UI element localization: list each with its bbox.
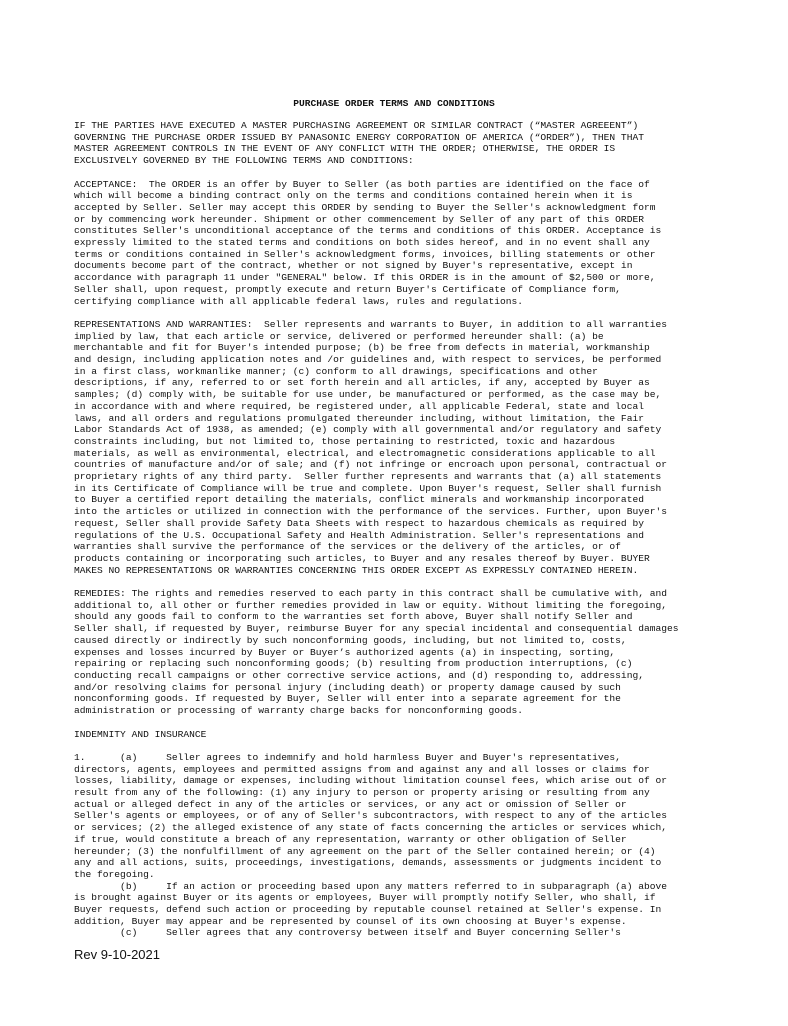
- indemnity-heading: INDEMNITY AND INSURANCE: [74, 728, 207, 740]
- document-title: PURCHASE ORDER TERMS AND CONDITIONS: [293, 98, 495, 109]
- acceptance-paragraph: ACCEPTANCE: The ORDER is an offer by Buyer to Seller (as both parties are identified on the face of which will become a binding contract only on the terms and conditions contained herein when it is accepted by Seller. Seller may accept this ORDER by sending to Buyer the Seller's acknowledgment form or by commencing work hereunder. Shipment or other commencement by Seller of any part of this ORDER constitutes Seller's unconditional acceptance of the terms and conditions of this ORDER. Acceptance is expressly limited to the stated terms and conditions on both sides hereof, and in no event shall any terms or conditions contained in Seller's acknowledgment forms, invoices, billing statements or other documents become part of the contract, whether or not signed by Buyer's representative, except in accordance with paragraph 11 under "GENERAL" below. If this ORDER is in the amount of $2,500 or more, Seller shall, upon request, promptly execute and return Buyer's Certificate of Compliance form, certifying compliance with all applicable federal laws, rules and regulations.: [74, 178, 662, 307]
- intro-paragraph: IF THE PARTIES HAVE EXECUTED A MASTER PURCHASING AGREEMENT OR SIMILAR CONTRACT (“MASTER AGREEENT”) GOVERNING THE PURCHASE ORDER ISSUED BY PANASONIC ENERGY CORPORATION OF AMERICA (“ORDER”), THEN THAT MASTER AGREEMENT CONTROLS IN THE EVENT OF ANY CONFLICT WITH THE ORDER; OTHERWISE, THE ORDER IS EXCLUSIVELY GOVERNED BY THE FOLLOWING TERMS AND CONDITIONS:: [74, 120, 644, 167]
- representations-paragraph: REPRESENTATIONS AND WARRANTIES: Seller represents and warrants to Buyer, in addition to all warranties implied by law, that each article or service, delivered or performed hereunder shall: (a) be merchantable and fit for Buyer's intended purpose; (b) be free from defects in material, workmanship and design, including application notes and /or guidelines and, with respect to services, be performed in a first class, workmanlike manner; (c) conform to all drawings, specifications and other descriptions, if any, referred to or set forth herein and all articles, if any, accepted by Buyer as samples; (d) comply with, be suitable for use under, be manufactured or performed, as the case may be, in accordance with and where required, be registered under, all applicable Federal, state and local laws, and all orders and regulations promulgated thereunder including, without limitation, the Fair Labor Standards Act of 1938, as amended; (e) comply with all governmental and/or regulatory and safety constraints including, but not limited to, those pertaining to restricted, toxic and hazardous materials, as well as environmental, electrical, and electromagnetic considerations applicable to all countries of manufacture and/or of sale; and (f) not infringe or encroach upon personal, contractual or proprietary rights of any third party. Seller further represents and warrants that (a) all statements in its Certificate of Compliance will be true and complete. Upon Buyer's request, Seller shall furnish to Buyer a certified report detailing the materials, conflict minerals and workmanship incorporated into the articles or utilized in connection with the performance of the services. Further, upon Buyer's request, Seller shall provide Safety Data Sheets with respect to hazardous chemicals as required by regulations of the U.S. Occupational Safety and Health Administration. Seller's representations and warranties shall survive the performance of the services or the delivery of the articles, or of products containing or incorporating such articles, to Buyer and any resales thereof by Buyer. BUYER MAKES NO REPRESENTATIONS OR WARRANTIES CONCERNING THIS ORDER EXCEPT AS EXPRESSLY CONTAINED HEREIN.: [74, 318, 667, 576]
- remedies-paragraph: REMEDIES: The rights and remedies reserved to each party in this contract shall be cumulative with, and additional to, all other or further remedies provided in law or equity. Without limiting the foregoing, should any goods fail to conform to the warranties set forth above, Buyer shall notify Seller and Seller shall, if requested by Buyer, reimburse Buyer for any special incidental and consequential damages caused directly or indirectly by such nonconforming goods, including, but not limited to, costs, expenses and losses incurred by Buyer or Buyer’s authorized agents (a) in inspecting, sorting, repairing or replacing such nonconforming goods; (b) resulting from production interruptions, (c) conducting recall campaigns or other corrective service actions, and (d) responding to, addressing, and/or resolving claims for personal injury (including death) or property damage caused by such nonconforming goods. If requested by Buyer, Seller will enter into a separate agreement for the administration or processing of warranty charge backs for nonconforming goods.: [74, 588, 679, 717]
- indemnity-1a-paragraph: 1. (a) Seller agrees to indemnify and hold harmless Buyer and Buyer's representatives, directors, agents, employees and permitted assigns from and against any and all losses or claims for losses, liability, damage or expenses, including without limitation counsel fees, which arise out of or result from any of the following: (1) any injury to person or property arising or resulting from any actual or alleged defect in any of the articles or services, or any act or omission of Seller or Seller's agents or employees, or of any of Seller's subcontractors, with respect to any of the articles or services; (2) the alleged existence of any state of facts concerning the articles or services which, if true, would constitute a breach of any representation, warranty or other obligation of Seller hereunder; (3) the nonfulfillment of any agreement on the part of the Seller contained herein; or (4) any and all actions, suits, proceedings, investigations, demands, assessments or judgments incident to the foregoing.: [74, 751, 667, 880]
- indemnity-1c-paragraph: (c) Seller agrees that any controversy between itself and Buyer concerning Seller's: [74, 927, 621, 939]
- indemnity-1b-paragraph: (b) If an action or proceeding based upon any matters referred to in subparagraph (a) above is brought against Buyer or its agents or employees, Buyer will promptly notify Seller, who shall, if Buyer requests, defend such action or proceeding by reputable counsel retained at Seller's expense. In addition, Buyer may appear and be represented by counsel of its own choosing at Buyer's expense.: [74, 880, 667, 927]
- document-body: [74, 120, 719, 939]
- revision-footer: Rev 9-10-2021: [74, 947, 160, 962]
